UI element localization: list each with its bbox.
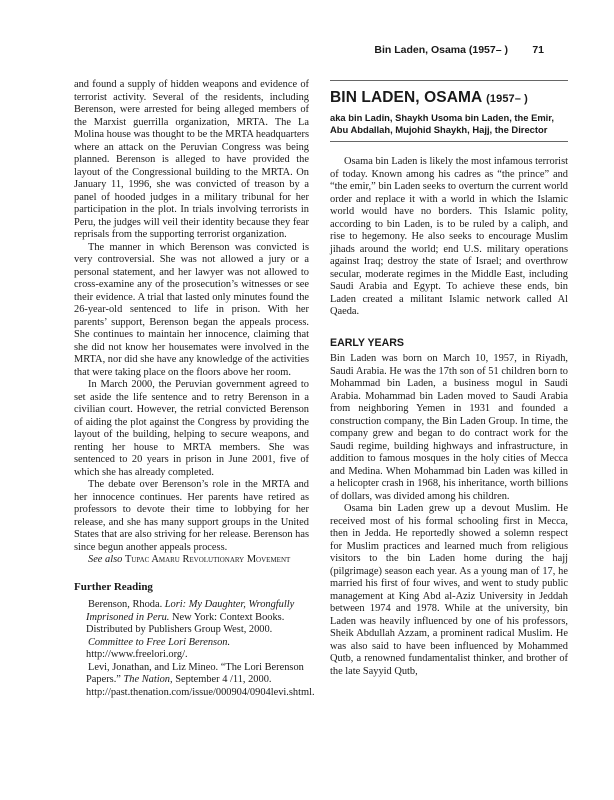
reference-url[interactable]: September 4 /11, 2000. http://past.thenation.com/issue/000904/0904levi.shtml. bbox=[86, 674, 315, 698]
running-title: Bin Laden, Osama (1957– ) bbox=[374, 44, 508, 56]
section-heading: EARLY YEARS bbox=[330, 336, 404, 349]
reference-item bbox=[74, 599, 309, 637]
reference-title: Committee to Free Lori Berenson. bbox=[88, 636, 231, 648]
reference-publisher: New York: Context Books. Distributed by Publishers Group West, 2000. bbox=[86, 611, 285, 635]
entry-name: BIN LADEN, OSAMA bbox=[330, 89, 482, 106]
body-paragraph: The debate over Berenson’s role in the MRTA and her innocence continues. Her parents have retired as professors to devote their time to lobbying for her release, and she has many support groups in the United States that are also striving for her release. Berenson has since begun another appeals process. bbox=[74, 479, 309, 553]
reference-author: Berenson, Rhoda. bbox=[88, 599, 165, 610]
body-paragraph: The manner in which Berenson was convicted is very controversial. She was not allowed a jury or a personal statement, and her lawyer was not allowed to cross-examine any of the prosecution’s witnesses or see their evidence. A trial that lasted only minutes found the 26-year-old sentenced to life in prison. With her parents’ support, Berenson began the appeals process. She continues to maintain her innocence, claiming that she did not know her housemates were involved in the MRTA, nor did she have any knowledge of the activities that were taking place on the floors above her room. bbox=[74, 241, 309, 378]
entry-title bbox=[330, 89, 568, 108]
running-header bbox=[74, 44, 544, 60]
entry-divider bbox=[330, 80, 568, 81]
page-number: 71 bbox=[532, 44, 544, 56]
intro-paragraph: Osama bin Laden is likely the most infamous terrorist of today. Known among his cadres as “the prince” and “the emir,” bin Laden seeks to overturn the current world order and replace it with a world in which the Islamic world would have no borders. This Islamic polity, according to bin Laden, is to be ruled by a caliph, and rise to hegemony. He also seeks to encourage Muslim jihads around the world; end U.S. military operations against Iraq; destroy the state of Israel; and overthrow secular, moderate regimes in the Middle East, including Saudi Arabia and Egypt. To achieve these ends, bin Laden created a militant Islamic network called Al Qaeda. bbox=[330, 156, 568, 317]
reference-author: Levi, Jonathan, and Liz Mineo. “The Lori Berenson Papers.” bbox=[86, 661, 304, 685]
see-also-label: See also bbox=[88, 554, 123, 565]
body-paragraph: and found a supply of hidden weapons and evidence of terrorist activity. Several of the residents, including Berenson, were arrested for being alleged members of the Marxist guerrilla organization, MRTA. The La Molina house was thought to be the MRTA headquarters where an attack on the Peruvian Congress was being planned. Berenson is alleged to have provided the layout of the Congressional building to the MRTA. On January 11, 1996, she was convicted of treason by a panel of hooded judges in a military tribunal for her participation in the plot. In trials involving terrorists in Peru, the judges will veil their identity because they fear reprisals from the supporting terrorist organization. bbox=[74, 79, 309, 240]
reference-item bbox=[74, 661, 315, 700]
body-paragraph: Bin Laden was born on March 10, 1957, in Riyadh, Saudi Arabia. He was the 17th son of 51 children born to Mohammad bin Laden, a business mogul in Saudi Arabia. Mohammad bin Laden moved to Saudi Arabia from neighboring Yemen in 1931 and founded a construction company, the Bin Laden Group. In time, the company grew and began to do contract work for the Saudi regime, building highways and infrastructure, in addition to famous mosques in the holy cities of Mecca and Medina. When Mohammad bin Laden was killed in a helicopter crash in 1968, his inheritance, worth billions of dollars, was divided among his children. bbox=[330, 353, 568, 502]
left-column bbox=[74, 79, 315, 699]
entry-divider bbox=[330, 141, 568, 142]
entry-dates: (1957– ) bbox=[486, 93, 528, 105]
body-paragraph: Osama bin Laden grew up a devout Muslim. He received most of his formal schooling first in Mecca, then in Jedda. He reportedly showed a solemn respect for Muslim practices and learned much from religious visitors to the bin Laden home during the hajj (pilgrimage) season each year. As a young man of 17, he married his first of four wives, and went to study public management at King Abd al-Aziz University in Jeddah between 1974 and 1978. While at the university, bin Laden was heavily influenced by one of his professors, Sheik Abdullah Azzam, a prominent radical Muslim. He was also said to have been influenced by Mohammed Qutb, a renowned fundamentalist thinker, and brother of the late Sayyid Qutb, bbox=[330, 503, 568, 677]
further-reading-heading: Further Reading bbox=[74, 580, 153, 593]
reference-item bbox=[74, 637, 309, 662]
right-column bbox=[330, 80, 568, 678]
body-paragraph: In March 2000, the Peruvian government agreed to set aside the life sentence and to retry Berenson in a civilian court. However, the retrial convicted Berenson of aiding the plot against the Congress by providing the layout of the building, helping to secure weapons, and renting her house to MRTA members. She was sentenced to 20 years in prison in June 2001, five of which she has already completed. bbox=[74, 379, 309, 478]
reference-title: The Nation, bbox=[123, 674, 173, 685]
reference-url[interactable]: http://www.freelori.org/. bbox=[86, 649, 188, 660]
reference-title: Lori: My Daughter, Wrongfully Imprisoned in Peru. bbox=[86, 599, 295, 623]
see-also-link[interactable]: Tupac Amaru Revolutionary Movement bbox=[124, 554, 291, 565]
see-also bbox=[74, 554, 309, 567]
aka-names: aka bin Ladin, Shaykh Usoma bin Laden, the Emir, Abu Abdallah, Mujohid Shaykh, Hajj, the Director bbox=[330, 112, 555, 135]
